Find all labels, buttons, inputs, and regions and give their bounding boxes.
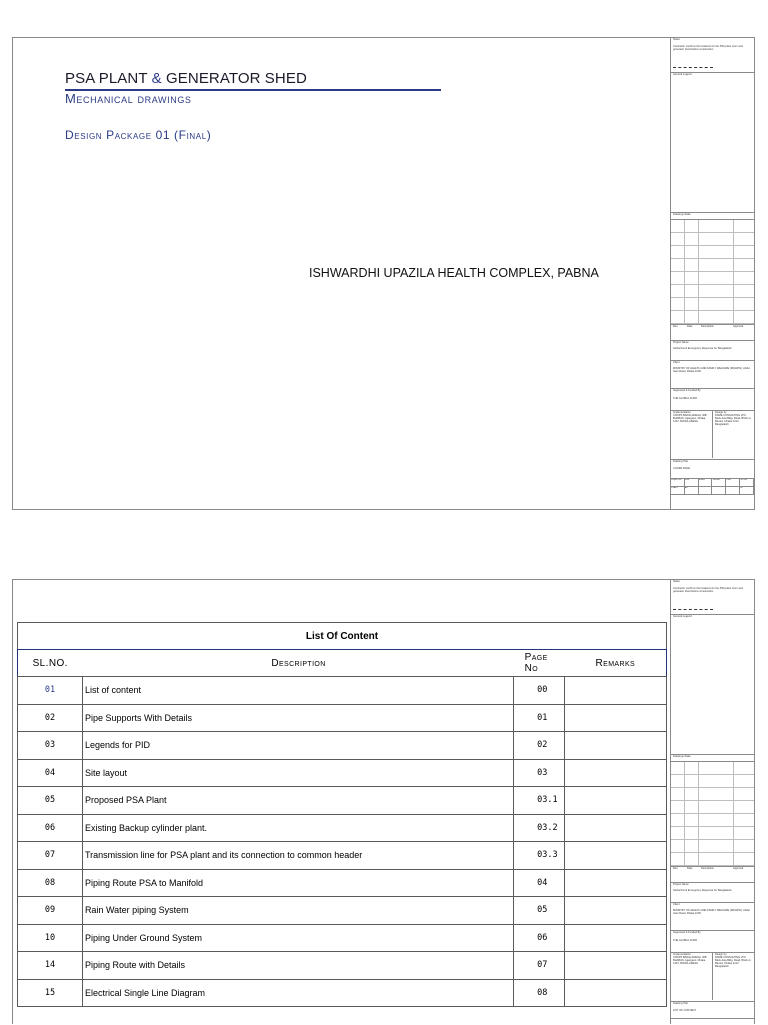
row-remarks xyxy=(565,759,667,787)
table-row xyxy=(18,952,667,980)
rev-header-rev: Rev. xyxy=(673,325,679,328)
drawing-set-title xyxy=(65,70,307,87)
notes-signature-line xyxy=(671,65,754,71)
table-row xyxy=(18,677,667,705)
table-row xyxy=(18,787,667,815)
row-description: Pipe Supports With Details xyxy=(82,704,513,732)
client-label: Client xyxy=(671,360,754,367)
row-sl-no: 15 xyxy=(18,979,83,1007)
cover-sheet xyxy=(12,37,755,510)
project-name-label: Project Name xyxy=(671,882,754,889)
row-remarks xyxy=(565,869,667,897)
row-remarks xyxy=(565,732,667,760)
implementation-org: UNOPS BANGLADESH, IDB BHABAN, Agargaon, Dhaka 1207, BANGLADESH xyxy=(673,413,707,423)
design-org: DSME CONSULTING LTD. Bank Asia Bldg, Road, Block-C, Banani, Dhaka 1213 Bangladesh xyxy=(715,413,752,426)
row-page-no: 04 xyxy=(514,869,565,897)
list-of-content-sheet xyxy=(12,579,755,1024)
supported-label: Supported & Funded By xyxy=(671,930,754,937)
meta-cell: 00 xyxy=(740,487,754,495)
implementation-label: Implementation xyxy=(673,411,691,414)
row-description: Existing Backup cylinder plant. xyxy=(82,814,513,842)
table-row xyxy=(18,732,667,760)
implementation-design-block xyxy=(671,410,754,458)
title-part-2: GENERATOR SHED xyxy=(166,70,307,87)
supported-label: Supported & Funded By xyxy=(671,388,754,395)
row-page-no: 06 xyxy=(514,924,565,952)
row-page-no: 03 xyxy=(514,759,565,787)
meta-cell: Ver No. xyxy=(740,479,754,487)
rev-header-date: Date xyxy=(687,867,693,870)
design-label: Design by xyxy=(715,953,727,956)
supported-by: THE GLOBAL FUND xyxy=(673,939,698,942)
row-remarks xyxy=(565,704,667,732)
row-page-no: 02 xyxy=(514,732,565,760)
drawing-meta-grid xyxy=(671,478,754,510)
rev-header-date: Date xyxy=(687,325,693,328)
notes-signature-line xyxy=(671,607,754,613)
project-name: Global Fund Emergency Response for Bangladesh xyxy=(673,347,732,350)
row-page-no: 01 xyxy=(514,704,565,732)
row-sl-no: 02 xyxy=(18,704,83,732)
row-sl-no: 03 xyxy=(18,732,83,760)
row-page-no: 05 xyxy=(514,897,565,925)
drawings-state-label: Drawings State xyxy=(671,212,754,220)
table-row xyxy=(18,704,667,732)
header-remarks: Remarks xyxy=(565,650,667,677)
design-label: Design by xyxy=(715,411,727,414)
revision-headers xyxy=(671,866,754,880)
rev-header-description: Description xyxy=(701,867,714,870)
table-row xyxy=(18,979,667,1007)
drawing-set-subtitle: Mechanical drawings xyxy=(65,91,192,106)
table-row xyxy=(18,924,667,952)
design-package-label: Design Package 01 (Final) xyxy=(65,128,212,142)
table-row xyxy=(18,842,667,870)
row-description: Piping Under Ground System xyxy=(82,924,513,952)
notes-text: Contractor confirms the locations for the PSA plant room and generator shed before construction. xyxy=(673,587,743,593)
row-sl-no: 08 xyxy=(18,869,83,897)
row-remarks xyxy=(565,924,667,952)
rev-header-approval: Approval xyxy=(733,325,744,328)
row-remarks xyxy=(565,814,667,842)
row-description: Legends for PID xyxy=(82,732,513,760)
row-description: Electrical Single Line Diagram xyxy=(82,979,513,1007)
row-sl-no: 04 xyxy=(18,759,83,787)
meta-cell: Version xyxy=(712,479,726,487)
row-page-no: 03.3 xyxy=(514,842,565,870)
meta-cell: A3 xyxy=(685,487,699,495)
row-page-no: 03.1 xyxy=(514,787,565,815)
revision-headers xyxy=(671,324,754,338)
row-sl-no: 01 xyxy=(18,677,83,705)
drawing-title-label: Drawing Title xyxy=(671,459,754,466)
row-sl-no: 10 xyxy=(18,924,83,952)
drawing-title-label: Drawing Title xyxy=(671,1001,754,1008)
title-block-2 xyxy=(670,580,754,1024)
table-caption: List Of Content xyxy=(18,623,667,650)
row-remarks xyxy=(565,677,667,705)
drawing-title: COVER PAGE xyxy=(673,467,690,470)
revision-grid xyxy=(671,761,754,866)
header-sl-no: SL.NO. xyxy=(18,650,83,677)
meta-cell xyxy=(712,487,726,495)
drawing-title: LIST OF CONTENT xyxy=(673,1009,697,1012)
general-legend-label: General Legend xyxy=(671,614,754,623)
row-description: Proposed PSA Plant xyxy=(82,787,513,815)
rev-header-description: Description xyxy=(701,325,714,328)
row-remarks xyxy=(565,897,667,925)
revision-grid xyxy=(671,219,754,324)
table-row xyxy=(18,814,667,842)
design-org: DSME CONSULTING LTD. Bank Asia Bldg, Road, Block-C, Banani, Dhaka 1213 Bangladesh xyxy=(715,955,752,968)
table-row xyxy=(18,897,667,925)
meta-cell xyxy=(699,487,713,495)
project-name-label: Project Name xyxy=(671,340,754,347)
row-sl-no: 05 xyxy=(18,787,83,815)
client-name: MINISTRY OF HEALTH AND FAMILY WELFARE (MOHFW), Abdul Gani Road, Dhaka 1000 xyxy=(673,909,750,915)
implementation-org: UNOPS BANGLADESH, IDB BHABAN, Agargaon, Dhaka 1207, BANGLADESH xyxy=(673,955,707,965)
meta-cell: PSA01 xyxy=(671,487,685,495)
title-block xyxy=(670,38,754,509)
row-page-no: 08 xyxy=(514,979,565,1007)
project-name: Global Fund Emergency Response for Bangladesh xyxy=(673,889,732,892)
meta-cell: Project No. xyxy=(671,479,685,487)
notes-label: Notes xyxy=(673,38,680,41)
row-remarks xyxy=(565,979,667,1007)
row-description: Piping Route PSA to Manifold xyxy=(82,869,513,897)
implementation-label: Implementation xyxy=(673,953,691,956)
row-remarks xyxy=(565,952,667,980)
meta-cell: Status xyxy=(699,479,713,487)
table-row xyxy=(18,869,667,897)
rev-header-approval: Approval xyxy=(733,867,744,870)
notes-text: Contractor confirms the locations for the PSA plant room and generator shed before construction. xyxy=(673,45,743,51)
supported-by: THE GLOBAL FUND xyxy=(673,397,698,400)
title-ampersand: & xyxy=(151,70,162,87)
header-description: Description xyxy=(82,650,513,677)
meta-cell: Date xyxy=(726,479,740,487)
rev-header-rev: Rev. xyxy=(673,867,679,870)
row-sl-no: 07 xyxy=(18,842,83,870)
row-description: Piping Route with Details xyxy=(82,952,513,980)
title-part-1: PSA PLANT xyxy=(65,70,148,87)
row-sl-no: 06 xyxy=(18,814,83,842)
row-page-no: 00 xyxy=(514,677,565,705)
row-page-no: 03.2 xyxy=(514,814,565,842)
row-description: List of content xyxy=(82,677,513,705)
project-location: ISHWARDHI UPAZILA HEALTH COMPLEX, PABNA xyxy=(309,266,599,280)
list-of-content-table xyxy=(17,622,667,1007)
meta-cell xyxy=(726,487,740,495)
row-description: Site layout xyxy=(82,759,513,787)
row-remarks xyxy=(565,787,667,815)
client-name: MINISTRY OF HEALTH AND FAMILY WELFARE (MOHFW), Abdul Gani Road, Dhaka 1000 xyxy=(673,367,750,373)
row-description: Transmission line for PSA plant and its connection to common header xyxy=(82,842,513,870)
row-remarks xyxy=(565,842,667,870)
general-legend-label: General Legend xyxy=(671,72,754,81)
table-row xyxy=(18,759,667,787)
drawings-state-label: Drawings State xyxy=(671,754,754,762)
row-description: Rain Water piping System xyxy=(82,897,513,925)
row-sl-no: 09 xyxy=(18,897,83,925)
table-header-row xyxy=(18,650,667,677)
implementation-design-block xyxy=(671,952,754,1000)
row-sl-no: 14 xyxy=(18,952,83,980)
row-page-no: 07 xyxy=(514,952,565,980)
meta-cell: Size xyxy=(685,479,699,487)
client-label: Client xyxy=(671,902,754,909)
notes-label: Notes xyxy=(673,580,680,583)
header-page-no: Page No xyxy=(514,650,565,677)
